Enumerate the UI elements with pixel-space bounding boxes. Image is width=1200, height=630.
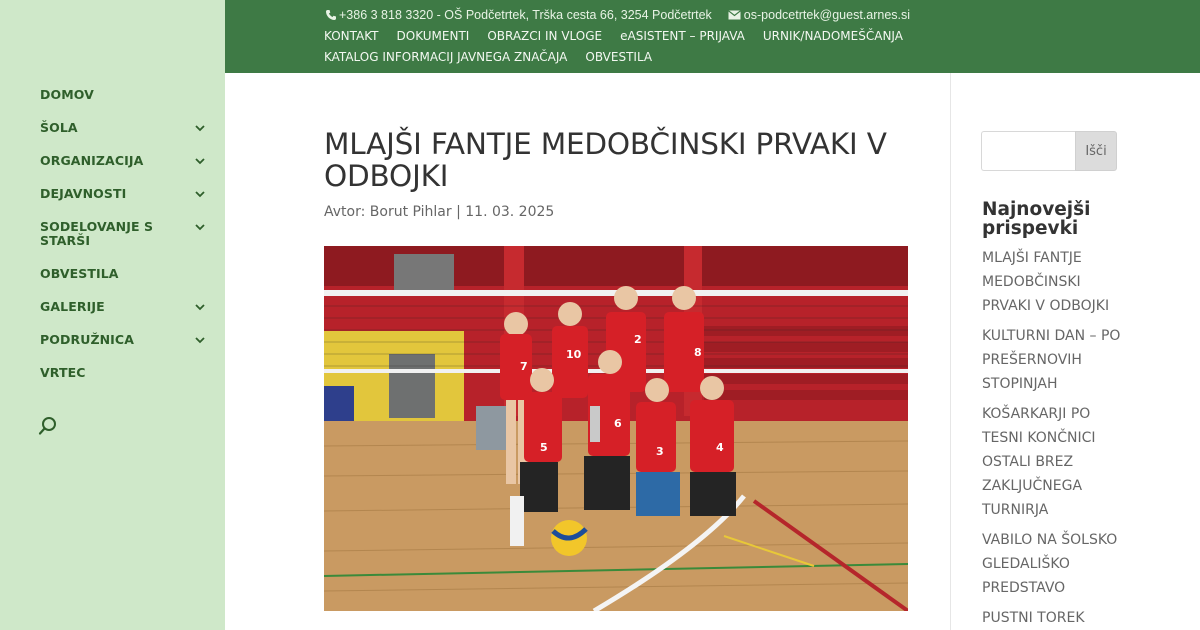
jersey-number: 4	[716, 441, 724, 454]
top-menu-row-1	[324, 29, 921, 43]
sidebar-item-dejavnosti[interactable]	[40, 187, 210, 201]
chevron-down-icon[interactable]	[194, 155, 206, 167]
recent-post-link[interactable]: VABILO NA ŠOLSKO GLEDALIŠKO PREDSTAVO	[982, 532, 1118, 596]
team-photo-illustration	[324, 246, 908, 611]
jersey-number: 2	[634, 333, 642, 346]
top-menu-easistent-prijava[interactable]: eASISTENT – PRIJAVA	[620, 29, 745, 43]
chevron-down-icon[interactable]	[194, 122, 206, 134]
recent-posts-title: Najnovejši prispevki	[982, 199, 1091, 239]
search-input[interactable]	[981, 131, 1075, 171]
sidebar-item-label: OBVESTILA	[40, 266, 119, 281]
search-icon[interactable]	[38, 416, 58, 436]
jersey-number: 5	[540, 441, 548, 454]
top-menu-obrazci-in-vloge[interactable]: OBRAZCI IN VLOGE	[487, 29, 603, 43]
sidebar-item-label: ŠOLA	[40, 120, 78, 135]
top-header	[225, 0, 1200, 73]
top-menu-kontakt[interactable]: KONTAKT	[324, 29, 379, 43]
sidebar-item-sodelovanje-s-starsi[interactable]	[40, 220, 170, 248]
recent-post-link[interactable]: MLAJŠI FANTJE MEDOBČINSKI PRVAKI V ODBOJKI	[982, 250, 1110, 314]
jersey-number: 10	[566, 348, 582, 361]
chevron-down-icon[interactable]	[194, 334, 206, 346]
recent-post-link[interactable]: KOŠARKARJI PO TESNI KONČNICI OSTALI BREZ ZAKLJUČNEGA TURNIRJA	[982, 406, 1096, 518]
article-photo	[324, 246, 908, 611]
sidebar-item-podruznica[interactable]	[40, 333, 210, 347]
sidebar-item-obvestila[interactable]	[40, 267, 210, 281]
recent-posts-list	[982, 246, 1122, 630]
top-menu-dokumenti[interactable]: DOKUMENTI	[396, 29, 470, 43]
recent-post-link[interactable]: PUSTNI TOREK	[982, 610, 1085, 626]
sidebar	[0, 0, 225, 630]
sidebar-item-galerije[interactable]	[40, 300, 210, 314]
sidebar-item-label: SODELOVANJE S STARŠI	[40, 219, 154, 248]
top-menu-katalog-informacij[interactable]: KATALOG INFORMACIJ JAVNEGA ZNAČAJA	[324, 50, 568, 64]
top-menu-obvestila[interactable]: OBVESTILA	[585, 50, 653, 64]
sidebar-item-sola[interactable]	[40, 121, 210, 135]
article-meta: Avtor: Borut Pihlar | 11. 03. 2025	[324, 204, 555, 220]
contact-info	[325, 8, 910, 22]
top-menu-row-2	[324, 50, 670, 64]
column-divider	[950, 73, 951, 630]
recent-post-link[interactable]: KULTURNI DAN – PO PREŠERNOVIH STOPINJAH	[982, 328, 1121, 392]
jersey-number: 7	[520, 360, 528, 373]
article-title: MLAJŠI FANTJE MEDOBČINSKI PRVAKI V ODBOJKI	[324, 127, 887, 193]
sidebar-item-organizacija[interactable]	[40, 154, 210, 168]
jersey-number: 8	[694, 346, 702, 359]
chevron-down-icon[interactable]	[194, 301, 206, 313]
email-icon	[728, 9, 741, 21]
sidebar-item-label: DOMOV	[40, 87, 94, 102]
email-link[interactable]: os-podcetrtek@guest.arnes.si	[743, 8, 911, 22]
sidebar-item-domov[interactable]	[40, 88, 210, 102]
chevron-down-icon[interactable]	[194, 188, 206, 200]
jersey-number: 3	[656, 445, 664, 458]
sidebar-item-label: DEJAVNOSTI	[40, 186, 127, 201]
sidebar-item-label: VRTEC	[40, 365, 86, 380]
sidebar-nav	[40, 88, 210, 380]
jersey-number: 6	[614, 417, 622, 430]
sidebar-item-label: GALERIJE	[40, 299, 105, 314]
sidebar-item-vrtec[interactable]	[40, 366, 210, 380]
chevron-down-icon[interactable]	[194, 221, 206, 233]
phone-address-text[interactable]: +386 3 818 3320 - OŠ Podčetrtek, Trška cesta 66, 3254 Podčetrtek	[339, 8, 712, 22]
sidebar-item-label: PODRUŽNICA	[40, 332, 134, 347]
sidebar-item-label: ORGANIZACIJA	[40, 153, 144, 168]
search-button[interactable]: Išči	[1075, 131, 1117, 171]
top-menu-urnik-nadomescanja[interactable]: URNIK/NADOMEŠČANJA	[762, 29, 903, 43]
phone-icon	[325, 9, 337, 21]
